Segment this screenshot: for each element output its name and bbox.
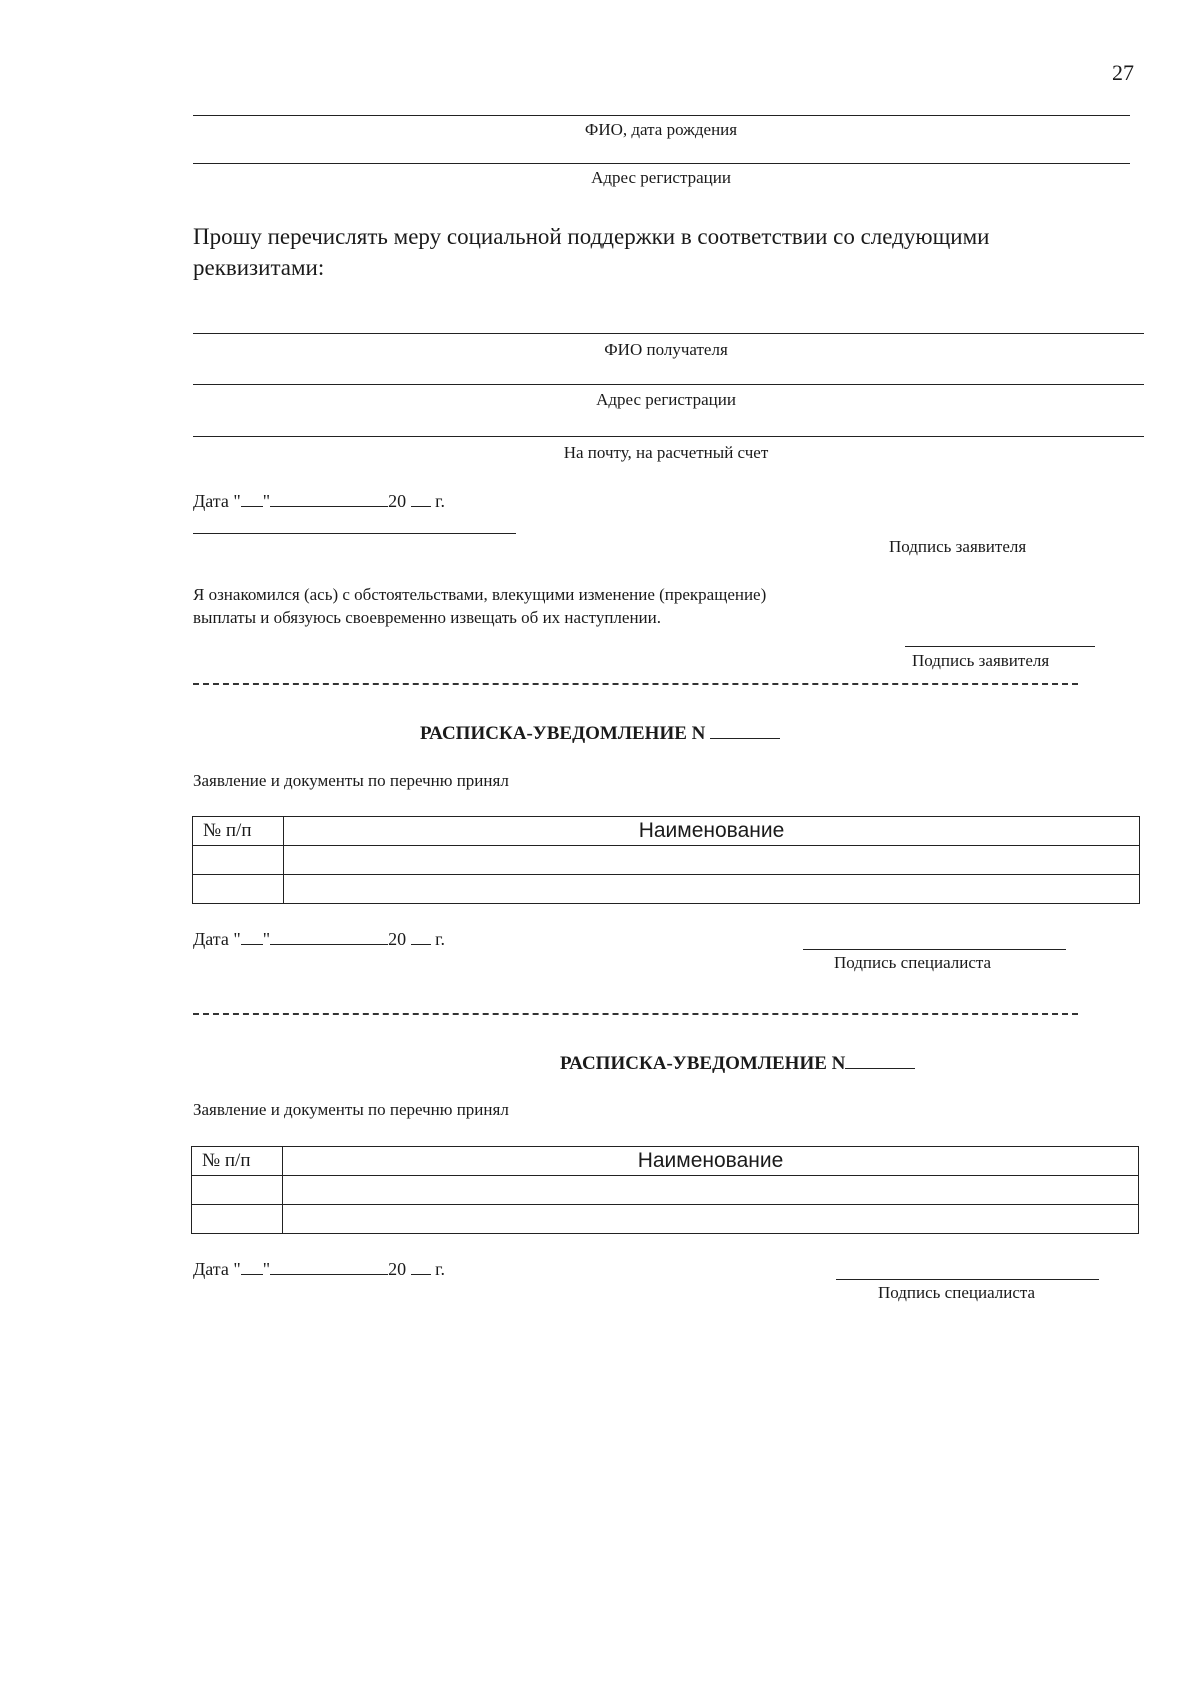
specialist-signature-line [836, 1279, 1099, 1280]
documents-table [191, 1146, 1139, 1234]
cut-line [193, 1013, 1078, 1015]
date-prefix: Дата " [193, 1259, 241, 1279]
year-suffix: г. [435, 1259, 445, 1279]
request-text-line-1: Прошу перечислять меру социальной поддержки в соответствии со следующими [193, 224, 990, 249]
date-mid: " [262, 929, 271, 949]
table-cell-number[interactable] [193, 875, 284, 904]
receipt-title [560, 1053, 915, 1075]
table-cell-name[interactable] [283, 1176, 1139, 1205]
year-blank[interactable] [411, 930, 431, 945]
year-prefix: 20 [388, 929, 407, 949]
specialist-signature-caption: Подпись специалиста [878, 1283, 1036, 1302]
date-mid: " [262, 491, 271, 511]
table-row [193, 846, 1140, 875]
recipient-fio-caption: ФИО получателя [604, 340, 728, 359]
receipt-title-text: РАСПИСКА-УВЕДОМЛЕНИЕ N [560, 1053, 846, 1074]
acknowledgement-line-2: выплаты и обязуюсь своевременно извещать об их наступлении. [193, 608, 661, 627]
request-text-line-2: реквизитами: [193, 255, 325, 280]
accepted-text: Заявление и документы по перечню принял [193, 771, 509, 790]
table-cell-name[interactable] [284, 846, 1140, 875]
month-blank[interactable] [270, 930, 388, 945]
applicant-address-caption: Адрес регистрации [591, 168, 731, 187]
receipt-title-text: РАСПИСКА-УВЕДОМЛЕНИЕ N [420, 723, 706, 744]
request-text [193, 221, 989, 283]
date-prefix: Дата " [193, 929, 241, 949]
year-prefix: 20 [388, 491, 407, 511]
col-name-header: Наименование [284, 817, 1140, 846]
col-name-header: Наименование [283, 1147, 1139, 1176]
recipient-address-line [193, 384, 1144, 385]
table-cell-number[interactable] [192, 1176, 283, 1205]
table-cell-name[interactable] [283, 1205, 1139, 1234]
receipt-number-blank[interactable] [845, 1054, 915, 1069]
recipient-address-caption: Адрес регистрации [596, 390, 736, 409]
receipt-date-field [193, 1259, 445, 1280]
applicant-address-line [193, 163, 1130, 164]
day-blank[interactable] [241, 492, 263, 507]
year-blank[interactable] [411, 492, 431, 507]
table-cell-number[interactable] [192, 1205, 283, 1234]
receipt-date-field [193, 929, 445, 950]
payment-method-caption: На почту, на расчетный счет [563, 443, 769, 462]
documents-table [192, 816, 1140, 904]
table-row [192, 1205, 1139, 1234]
specialist-signature-line [803, 949, 1066, 950]
recipient-fio-line [193, 333, 1144, 334]
table-cell-name[interactable] [284, 875, 1140, 904]
table-header-row [193, 817, 1140, 846]
cut-line [193, 683, 1078, 685]
acknowledgement-signature-line [905, 646, 1095, 647]
applicant-fio-line [193, 115, 1130, 116]
payment-method-line [193, 436, 1144, 437]
table-row [192, 1176, 1139, 1205]
year-suffix: г. [435, 929, 445, 949]
acknowledgement-line-1: Я ознакомился (ась) с обстоятельствами, влекущими изменение (прекращение) [193, 585, 767, 604]
receipt-number-blank[interactable] [710, 724, 780, 739]
day-blank[interactable] [241, 930, 263, 945]
application-date-field [193, 491, 445, 512]
applicant-signature-line [193, 533, 516, 534]
table-header-row [192, 1147, 1139, 1176]
year-prefix: 20 [388, 1259, 407, 1279]
table-row [193, 875, 1140, 904]
col-number-header: № п/п [193, 817, 284, 846]
day-blank[interactable] [241, 1260, 263, 1275]
applicant-signature-caption: Подпись заявителя [889, 537, 1027, 556]
month-blank[interactable] [270, 492, 388, 507]
specialist-signature-caption: Подпись специалиста [834, 953, 992, 972]
applicant-fio-caption: ФИО, дата рождения [584, 120, 738, 139]
month-blank[interactable] [270, 1260, 388, 1275]
col-number-header: № п/п [192, 1147, 283, 1176]
table-cell-number[interactable] [193, 846, 284, 875]
year-blank[interactable] [411, 1260, 431, 1275]
year-suffix: г. [435, 491, 445, 511]
accepted-text: Заявление и документы по перечню принял [193, 1100, 509, 1119]
page-number: 27 [1112, 60, 1134, 85]
date-prefix: Дата " [193, 491, 241, 511]
date-mid: " [262, 1259, 271, 1279]
acknowledgement-text [193, 583, 766, 629]
receipt-title [420, 723, 780, 745]
acknowledgement-signature-caption: Подпись заявителя [912, 651, 1050, 670]
